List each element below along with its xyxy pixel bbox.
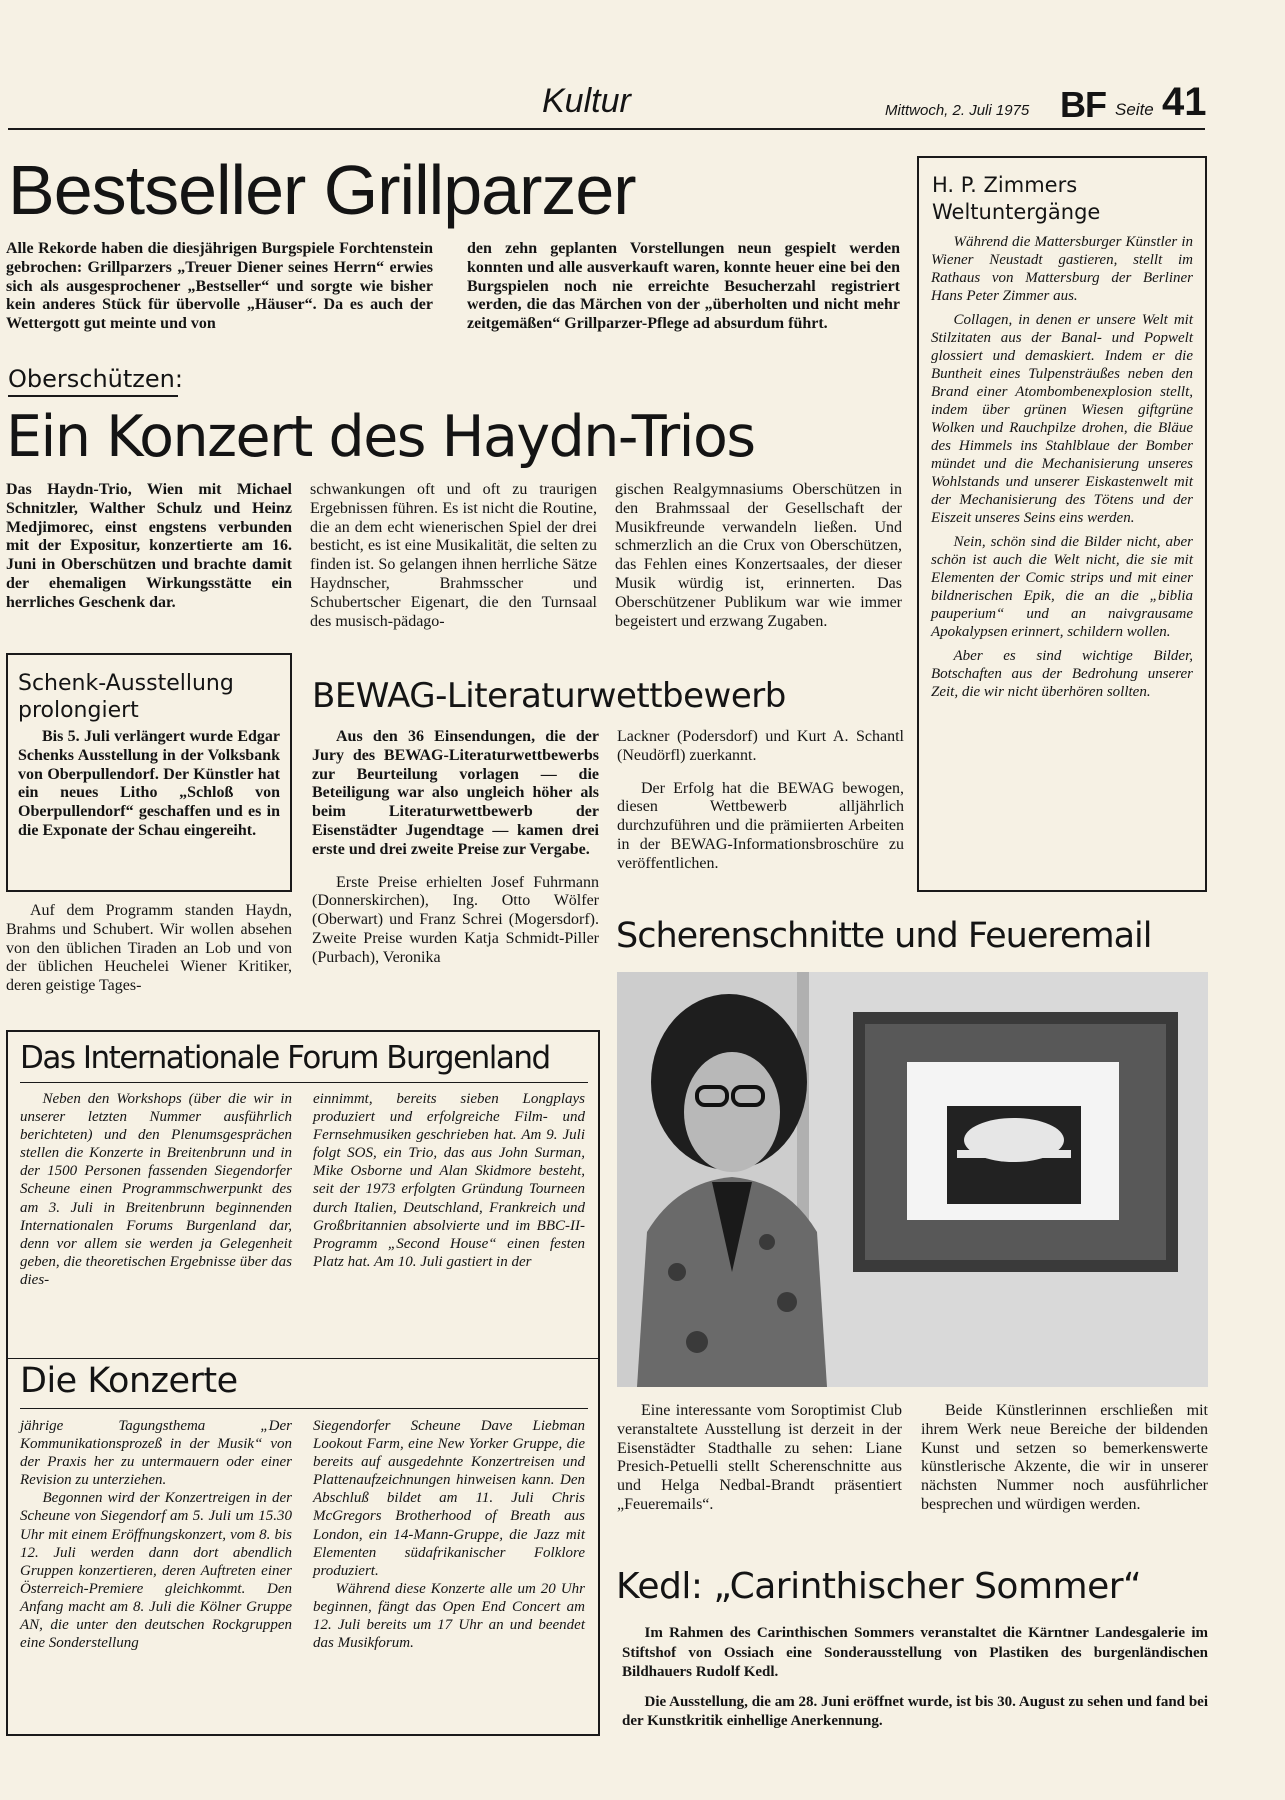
paragraph: Erste Preise erhielten Josef Fuhrmann (Donnerskirchen), Ing. Otto Wölfer (Oberwart) und Franz Schrei (Mogersdorf). Zweite Preise wurden Katja Schmidt-Piller (Purbach), Veronika [312,873,599,966]
newspaper-logo: BF [1060,84,1106,125]
paragraph: Das Haydn-Trio, Wien mit Michael Schnitzler, Walther Schulz und Heinz Medjimorec, einst engstens verbunden mit der Expositur, konzertierte am 16. Juni in Oberschützen und brachte damit der ehemaligen Wirkungsstätte ein herrliches Geschenk dar. [6,481,292,611]
paragraph: den zehn geplanten Vorstellungen neun gespielt werden konnten und alle ausverkauft waren, konnte heuer eine bei den Burgspielen noch nie erreichte Besucherzahl registriert werden, die das Märchen von der „überholten und nicht mehr zeitgemäßen“ Grillparzer-Pflege ad absurdum führt. [467,240,900,333]
paragraph: Auf dem Programm standen Haydn, Brahms und Schubert. Wir wollen absehen von den üblichen Tiraden an Lob und von der üblichen Heuchelei Wiener Kritiker, deren geistige Tages- [6,902,292,995]
kicker-underline [8,395,178,397]
zimmer-text [931,233,1193,701]
konzerte-col1 [20,1417,292,1652]
paragraph: Die Ausstellung, die am 28. Juni eröffnet wurde, ist bis 30. August zu sehen und fand bei der Kunstkritik einhellige Anerkennung. [622,1693,1208,1729]
headline-kedl: Kedl: „Carinthischer Sommer“ [616,1566,1142,1607]
paragraph: gischen Realgymnasiums Oberschützen in den Brahmssaal der Gesellschaft der Musikfreunde verwandeln ließen. Und schmerzlich an die Crux von Oberschützen, das Fehlen eines Konzertsaales, der dieser Musik würdig ist, erinnerten. Das Oberschützener Publikum war wie immer begeistert und erzwang Zugaben. [615,481,902,630]
paragraph: schwankungen oft und oft zu traurigen Ergebnissen führen. Es ist nicht die Routine, die an dem echt wienerischen Spiel der drei besticht, es ist eine Musikalität, die selten zu finden ist. So gelangen ihnen herrliche Sätze Haydnscher, Brahmsscher und Schubertscher Eigenart, die den Turnsaal des musisch-pädago- [310,481,597,630]
bewag-col2 [617,728,904,874]
paragraph: Neben den Workshops (über die wir in unserer letzten Nummer ausführlich berichteten) und den Plenumsgesprächen stellen die Konzerte in Breitenbrunn und in der 1500 Personen fassenden Siegendorfer Scheune einen Programmschwerpunkt des am 3. Juli in Breitenbrunn beginnenden Internationalen Forums Burgenland dar, denn vor allem sie werden ja Gelegenheit geben, die theoretischen Ergebnisse über das dies- [20,1091,292,1288]
photo-illustration [617,972,1208,1387]
paragraph: Begonnen wird der Konzertreigen in der Scheune von Siegendorf am 5. Juli um 15.30 Uhr mit einem Eröffnungskonzert, vom 8. bis 12. Juli werden dann dort abendlich Gruppen konzertieren, deren Auftreten einer Österreich-Premiere gleichkommt. Den Anfang macht am 8. Juli die Kölner Gruppe AN, die unter den deutschen Rockgruppen eine Sonderstellung [20,1490,292,1652]
forum-col2 [313,1090,585,1271]
kicker-oberschuetzen: Oberschützen: [8,365,183,393]
issue-date: Mittwoch, 2. Juli 1975 [885,102,1030,119]
konzerte-headline-rule [20,1408,588,1409]
section-title: Kultur [542,82,631,120]
paragraph: Siegendorfer Scheune Dave Liebman Lookout Farm, eine New Yorker Gruppe, die bereits auf ausgedehnte Konzertreisen und Plattenaufzeichnungen hinweisen kann. Den Abschluß bildet am 11. Juli Chris McGregors Brotherhood of Breath aus London, ein 14-Mann-Gruppe, die Jazz mit Elementen südafrikanischer Folklore produziert. [313,1418,585,1579]
paragraph: Collagen, in denen er unsere Welt mit Stilzitaten aus der Banal- und Popwelt glossiert und demaskiert. Indem er die Buntheit eines Tulpensträußes neben den Brand einer Atombombenexplosion stellt, indem über grünen Wiesen giftgrüne Wolken und Rauchpilze drohen, die Bläue des Himmels ins Stahlblaue der Bomber mündet und die Mechanisierung unseres Wohlstands und unserer Eiskastenwelt mit der Mechanisierung des Tötens und der Eiszeit unseres Seins eins werden. [931,312,1193,526]
grillparzer-col2 [467,240,900,334]
paragraph: Aus den 36 Einsendungen, die der Jury des BEWAG-Literaturwettbewerbs zur Beurteilung vorlagen — die Beteiligung war also ungleich höher als beim Literaturwettbewerb der Eisenstädter Jugendtage — kamen drei erste und drei zweite Preise zur Vergabe. [312,728,599,858]
page-number: 41 [1162,80,1207,124]
paragraph: Während die Mattersburger Künstler in Wiener Neustadt gastieren, stellt im Rathaus von Mattersburg der Berliner Hans Peter Zimmer aus. [931,234,1193,304]
paragraph: jährige Tagungsthema „Der Kommunikationsprozeß in der Musik“ von der Praxis her zu untermauern oder einer Revision zu unterziehen. [20,1418,292,1489]
schenk-text [18,728,280,841]
haydn-col3 [615,481,902,631]
forum-col1 [20,1090,292,1289]
paragraph: Der Erfolg hat die BEWAG bewogen, diesen Wettbewerb alljährlich durchzuführen und die prämiierten Arbeiten in der BEWAG-Informationsbroschüre zu veröffentlichen. [617,779,904,872]
scherenschnitte-col1 [617,1402,902,1515]
zimmer-title-line1: H. P. Zimmers [932,173,1078,197]
paragraph: Alle Rekorde haben die diesjährigen Burgspiele Forchtenstein gebrochen: Grillparzers „Treuer Diener seines Herrn“ erwies sich als ausgesprochener „Bestseller“ und sorgte wie bisher kein anderes Stück für übervolle „Häuser“. Da es auch der Wettergott gut meinte und von [6,240,433,333]
forum-headline-rule [20,1082,588,1083]
haydn-col2 [310,481,597,631]
kedl-text [622,1624,1208,1732]
konzerte-rule [8,1358,598,1359]
bewag-col1 [312,728,599,968]
headline-bewag: BEWAG-Literaturwettbewerb [312,676,786,716]
schenk-title: Schenk-Ausstellung prolongiert [18,671,234,723]
paragraph: Lackner (Podersdorf) und Kurt A. Schantl (Neudörfl) zuerkannt. [617,728,904,764]
paragraph: Aber es sind wichtige Bilder, Botschaften aus der Bedrohung unserer Zeit, die wir nicht überhören sollten. [931,648,1193,700]
paragraph: Nein, schön sind die Bilder nicht, aber schön ist auch die Welt nicht, die sie mit Elementen der Comic strips und mit einer bildnerischen Epik, die an die „biblia pauperium“ und an naivgrausame Apokalypsen erinnert, schildern wollen. [931,534,1193,640]
headline-scherenschnitte: Scherenschnitte und Feueremail [616,916,1152,956]
konzerte-col2 [313,1417,585,1652]
paragraph: einnimmt, bereits sieben Longplays produziert und erfolgreiche Film- und Fernsehmusiken geschrieben hat. Am 9. Juli folgt SOS, ein Trio, das aus John Surman, Mike Osborne und Alan Skidmore besteht, seit der 1973 erfolgten Gründung Tourneen durch Italien, Deutschland, Frankreich und Großbritannien absolvierte und im BBC-II-Programm „Second House“ einen festen Platz hat. Am 10. Juli gastiert in der [313,1091,585,1270]
haydn-lead [6,481,292,613]
headline-haydn: Ein Konzert des Haydn-Trios [6,404,755,470]
zimmer-title [932,172,1100,226]
exhibition-photo [617,972,1208,1387]
headline-grillparzer: Bestseller Grillparzer [8,151,636,229]
haydn-col1-cont [6,902,292,996]
paragraph: Während diese Konzerte alle um 20 Uhr beginnen, fängt das Open End Concert am 12. Juli bereits um 17 Uhr an und beendet das Musikforum. [313,1580,585,1652]
header-rule [8,128,1205,130]
page-label: Seite [1115,100,1154,119]
headline-konzerte: Die Konzerte [20,1361,238,1401]
scherenschnitte-col2 [921,1402,1208,1515]
paragraph: Beide Künstlerinnen erschließen mit ihrem Werk neue Bereiche der bildenden Kunst und setzen so bemerkenswerte künstlerische Akzente, die wir in unserer nächsten Nummer noch ausführlicher besprechen und würdigen werden. [921,1402,1208,1513]
paragraph: Bis 5. Juli verlängert wurde Edgar Schenks Ausstellung in der Volksbank von Oberpullendorf. Der Künstler hat ein neues Litho „Schloß von Oberpullendorf“ geschaffen und es in die Exponate der Schau eingereiht. [18,728,280,839]
headline-forum: Das Internationale Forum Burgenland [20,1040,550,1076]
grillparzer-col1 [6,240,433,334]
paragraph: Eine interessante vom Soroptimist Club veranstaltete Ausstellung ist derzeit in der Eisenstädter Stadthalle zu sehen: Liane Presich-Petuelli stellt Scherenschnitte aus und Helga Nedbal-Brandt präsentiert „Feueremails“. [617,1402,902,1513]
zimmer-title-line2: Weltuntergänge [932,200,1101,224]
paragraph: Im Rahmen des Carinthischen Sommers veranstaltet die Kärntner Landesgalerie im Stiftshof von Ossiach eine Sonderausstellung von Plastiken des burgenländischen Bildhauers Rudolf Kedl. [622,1625,1208,1680]
